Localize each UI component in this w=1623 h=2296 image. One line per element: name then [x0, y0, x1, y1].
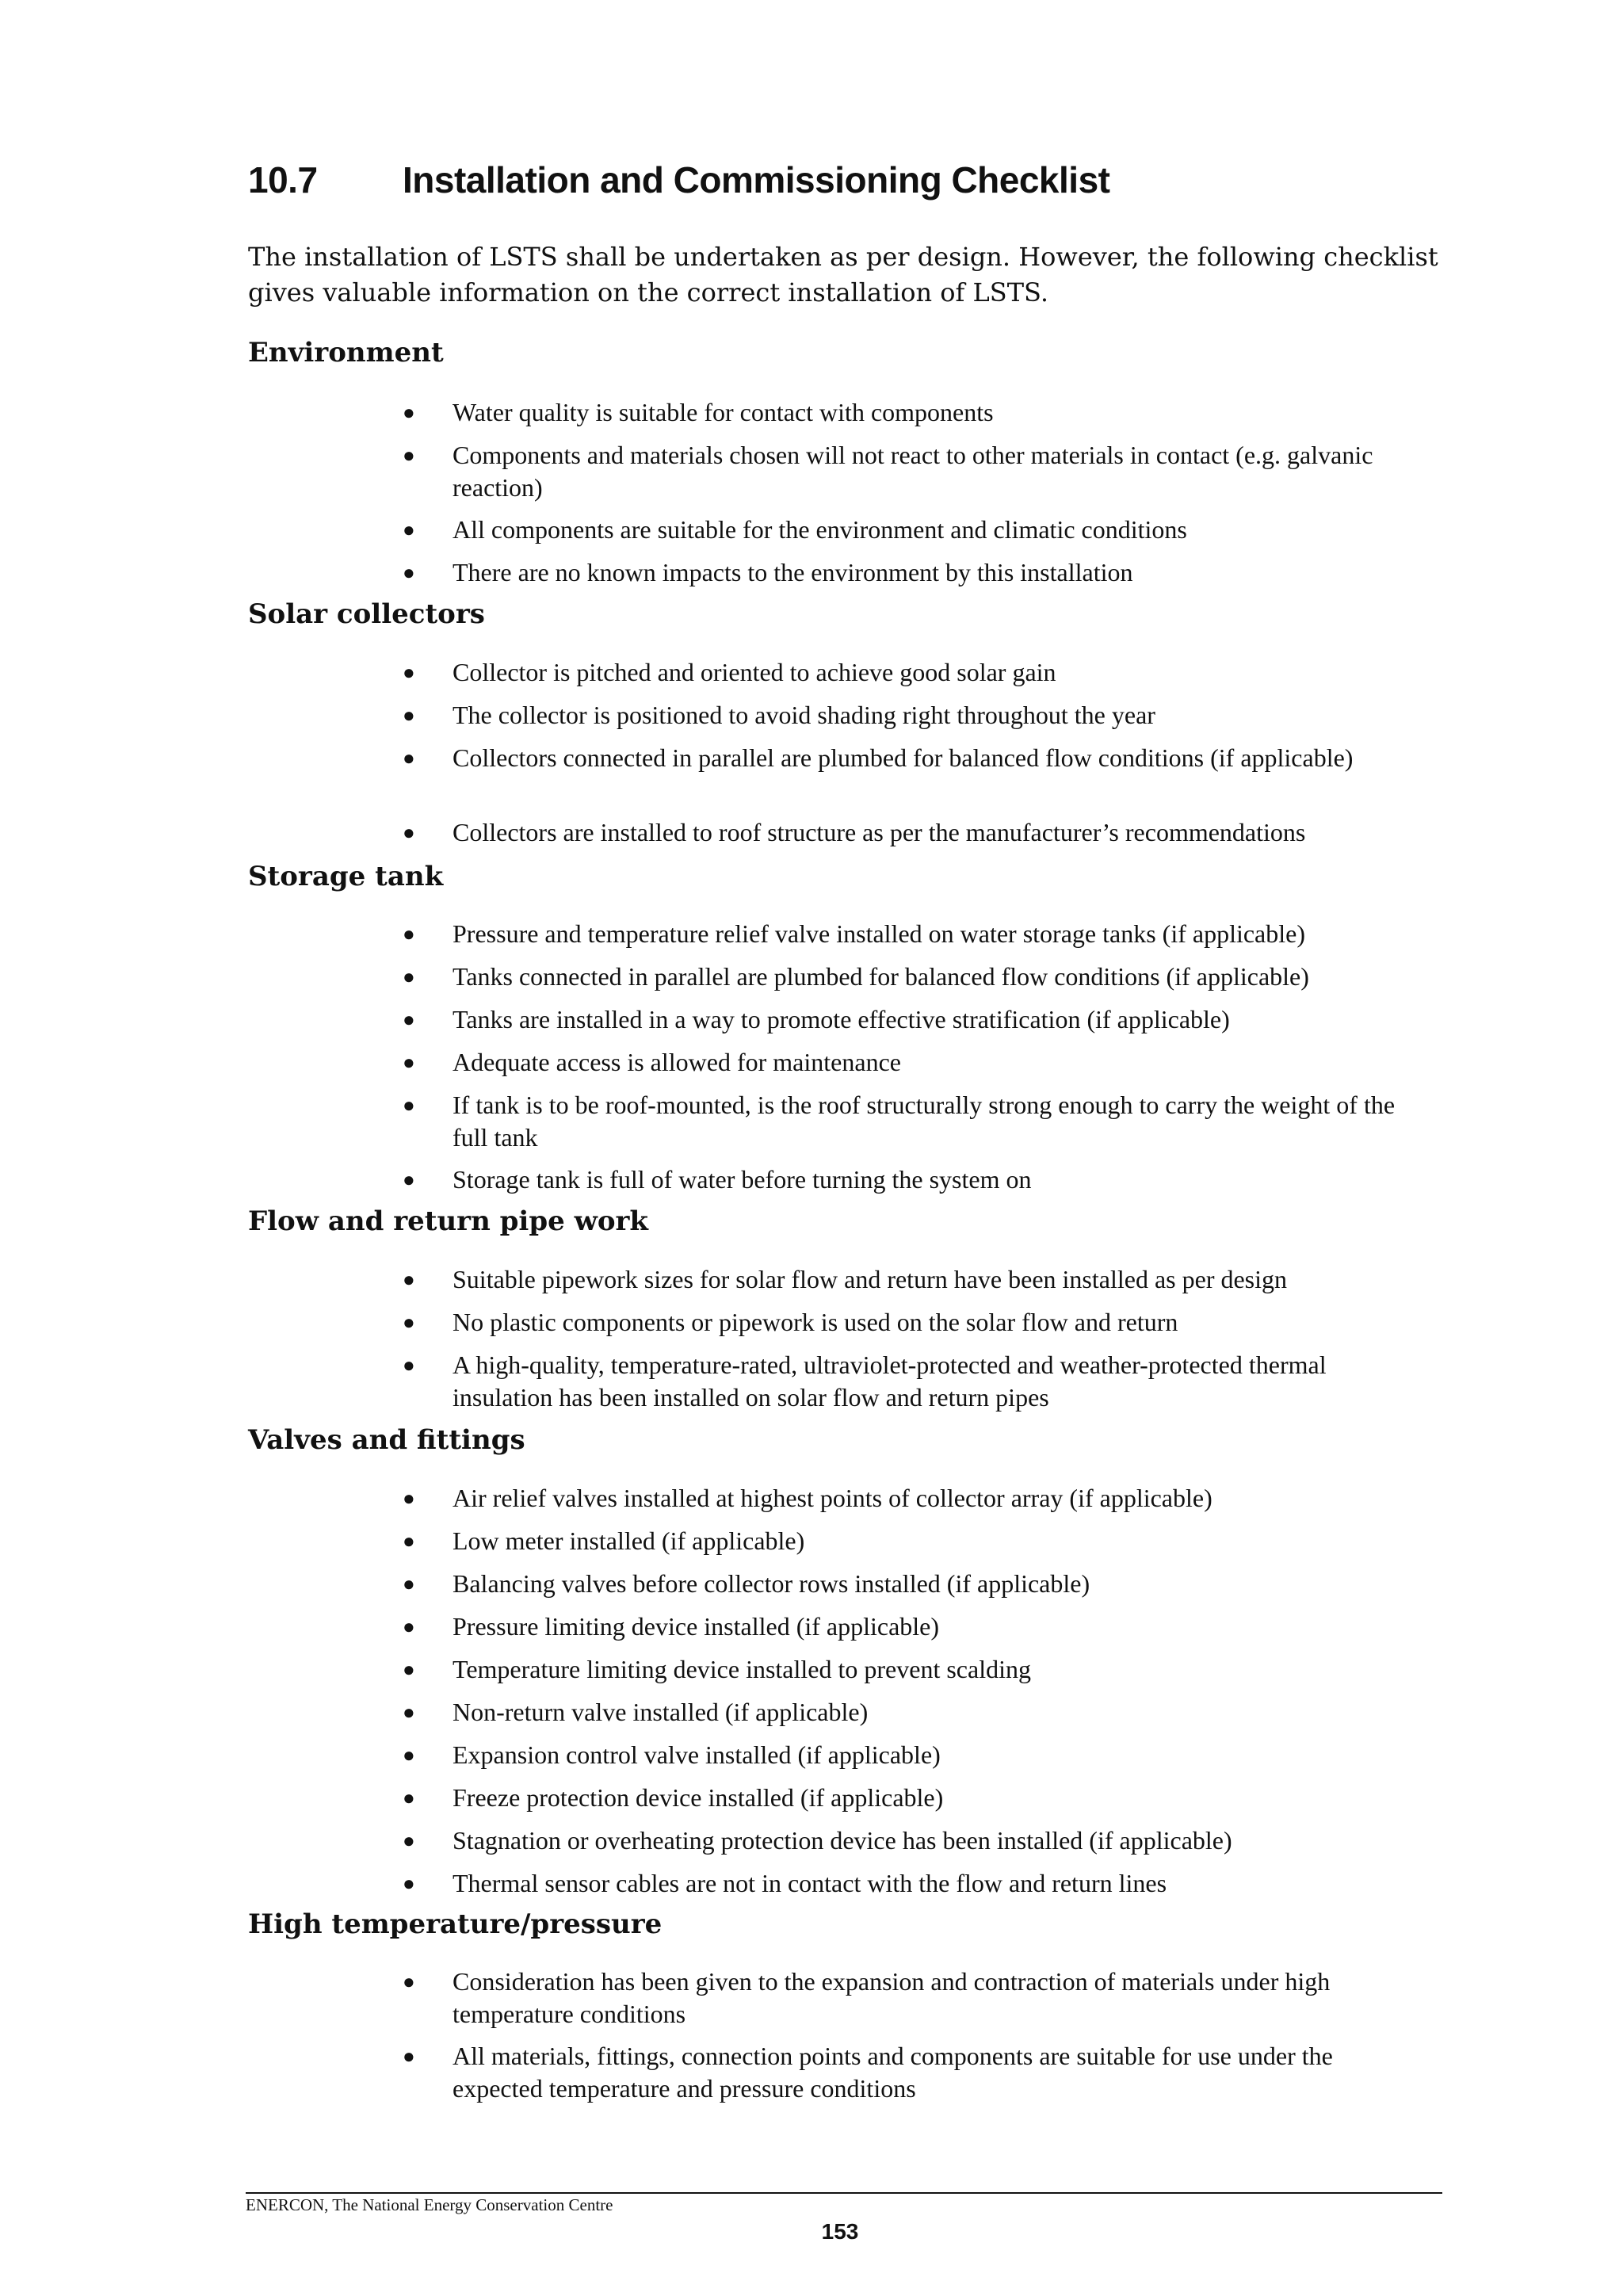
checklist-item: [403, 1824, 1417, 1857]
checklist-item: [403, 439, 1417, 504]
bullet-icon: ●: [403, 821, 415, 844]
checklist-item-text: Collectors connected in parallel are plumbed for balanced flow conditions (if applicable): [453, 743, 1354, 772]
checklist-item-text: The collector is positioned to avoid shading right throughout the year: [453, 701, 1155, 729]
checklist-item-text: Low meter installed (if applicable): [453, 1526, 805, 1555]
checklist-item-text: Air relief valves installed at highest points of collector array (if applicable): [453, 1484, 1212, 1512]
checklist-item: [403, 1653, 1417, 1686]
checklist-item: [403, 1867, 1417, 1900]
checklist-item-text: Storage tank is full of water before turning the system on: [453, 1165, 1032, 1194]
checklist-item: [403, 1003, 1417, 1036]
checklist-item: [403, 1046, 1417, 1079]
checklist-item: [403, 1163, 1417, 1196]
checklist-item-text: Freeze protection device installed (if applicable): [453, 1783, 944, 1812]
checklist-item: [403, 514, 1417, 546]
section-heading: [248, 159, 1109, 201]
checklist-item: [403, 556, 1417, 589]
bullet-icon: ●: [403, 2045, 415, 2068]
checklist-section-heading: Valves and fittings: [248, 1424, 525, 1456]
checklist-item-text: Pressure limiting device installed (if applicable): [453, 1612, 940, 1641]
checklist-item-text: Water quality is suitable for contact with components: [453, 398, 994, 426]
section-title: Installation and Commissioning Checklist: [403, 159, 1110, 201]
checklist-item-text: A high-quality, temperature-rated, ultraviolet-protected and weather-protected thermal insulation has been installed on solar flow and return pipes: [453, 1350, 1327, 1412]
checklist-item-text: Temperature limiting device installed to prevent scalding: [453, 1655, 1031, 1683]
checklist-section-heading: Solar collectors: [248, 598, 485, 630]
checklist-item-text: Collector is pitched and oriented to achieve good solar gain: [453, 658, 1056, 686]
bullet-icon: ●: [403, 1970, 415, 1993]
checklist-item: [403, 918, 1417, 950]
checklist-item-text: Non-return valve installed (if applicable): [453, 1698, 869, 1726]
bullet-icon: ●: [403, 747, 415, 770]
checklist-item: [403, 1966, 1417, 2030]
footer-divider: [246, 2192, 1442, 2194]
checklist-item-text: Thermal sensor cables are not in contact with the flow and return lines: [453, 1869, 1167, 1897]
checklist-item-text: Suitable pipework sizes for solar flow and return have been installed as per design: [453, 1265, 1288, 1293]
checklist-item: [403, 742, 1417, 807]
checklist-section-heading: Storage tank: [248, 861, 444, 892]
bullet-icon: ●: [403, 1530, 415, 1553]
checklist-item-text: Pressure and temperature relief valve installed on water storage tanks (if applicable): [453, 919, 1305, 948]
bullet-icon: ●: [403, 1829, 415, 1852]
checklist-item: [403, 1696, 1417, 1729]
checklist-item: [403, 1739, 1417, 1771]
bullet-icon: ●: [403, 1094, 415, 1117]
bullet-icon: ●: [403, 1487, 415, 1510]
bullet-icon: ●: [403, 1051, 415, 1074]
bullet-icon: ●: [403, 1872, 415, 1895]
checklist-item: [403, 699, 1417, 732]
checklist-item-text: Collectors are installed to roof structure as per the manufacturer’s recommendations: [453, 818, 1306, 846]
checklist-item: [403, 1610, 1417, 1643]
checklist-item-text: Expansion control valve installed (if applicable): [453, 1740, 941, 1769]
bullet-icon: ●: [403, 704, 415, 727]
checklist-item: [403, 1089, 1417, 1154]
checklist-item: [403, 1525, 1417, 1557]
checklist-section-heading: Flow and return pipe work: [248, 1205, 648, 1237]
bullet-icon: ●: [403, 1786, 415, 1809]
intro-paragraph: The installation of LSTS shall be undertaken as per design. However, the following checklist gives valuable information on the correct installation of LSTS.: [248, 242, 1438, 308]
checklist-item-text: All materials, fittings, connection points and components are suitable for use under the expected temperature and pressure conditions: [453, 2042, 1333, 2103]
checklist-item: [403, 1482, 1417, 1515]
checklist-item: [403, 961, 1417, 993]
footer-organization: ENERCON, The National Energy Conservation Centre: [246, 2195, 613, 2214]
bullet-icon: ●: [403, 661, 415, 684]
bullet-icon: ●: [403, 965, 415, 988]
bullet-icon: ●: [403, 444, 415, 467]
checklist-item: [403, 1306, 1417, 1339]
checklist-item-text: All components are suitable for the environment and climatic conditions: [453, 515, 1187, 544]
checklist-section-heading: Environment: [248, 337, 444, 369]
checklist-item-text: Tanks connected in parallel are plumbed for balanced flow conditions (if applicable): [453, 962, 1309, 991]
checklist-item-text: Stagnation or overheating protection device has been installed (if applicable): [453, 1826, 1232, 1855]
checklist-item: [403, 1568, 1417, 1600]
bullet-icon: ●: [403, 923, 415, 946]
checklist-item: [403, 816, 1417, 849]
bullet-icon: ●: [403, 401, 415, 424]
bullet-icon: ●: [403, 1168, 415, 1191]
page-number: 153: [821, 2219, 859, 2244]
bullet-icon: ●: [403, 1268, 415, 1291]
bullet-icon: ●: [403, 1311, 415, 1334]
checklist-item-text: Tanks are installed in a way to promote effective stratification (if applicable): [453, 1005, 1230, 1033]
checklist-item: [403, 2040, 1417, 2105]
bullet-icon: ●: [403, 1572, 415, 1595]
checklist-item: [403, 1782, 1417, 1814]
checklist-item-text: Balancing valves before collector rows installed (if applicable): [453, 1569, 1090, 1598]
checklist-section-heading: High temperature/pressure: [248, 1908, 663, 1940]
checklist-item: [403, 656, 1417, 689]
checklist-item: [403, 396, 1417, 429]
checklist-item: [403, 1349, 1417, 1414]
bullet-icon: ●: [403, 518, 415, 541]
checklist-item-text: No plastic components or pipework is used on the solar flow and return: [453, 1308, 1178, 1336]
bullet-icon: ●: [403, 1744, 415, 1767]
bullet-icon: ●: [403, 1701, 415, 1724]
checklist-item-text: There are no known impacts to the environment by this installation: [453, 558, 1133, 586]
checklist-item: [403, 1263, 1417, 1296]
bullet-icon: ●: [403, 1615, 415, 1638]
bullet-icon: ●: [403, 1008, 415, 1031]
bullet-icon: ●: [403, 1354, 415, 1377]
bullet-icon: ●: [403, 561, 415, 584]
checklist-item-text: If tank is to be roof-mounted, is the roof structurally strong enough to carry the weight of the full tank: [453, 1091, 1396, 1152]
section-number: 10.7: [248, 159, 318, 201]
checklist-item-text: Components and materials chosen will not react to other materials in contact (e.g. galvanic reaction): [453, 441, 1373, 502]
checklist-item-text: Consideration has been given to the expansion and contraction of materials under high temperature conditions: [453, 1967, 1331, 2028]
checklist-item-text: Adequate access is allowed for maintenance: [453, 1048, 901, 1076]
bullet-icon: ●: [403, 1658, 415, 1681]
